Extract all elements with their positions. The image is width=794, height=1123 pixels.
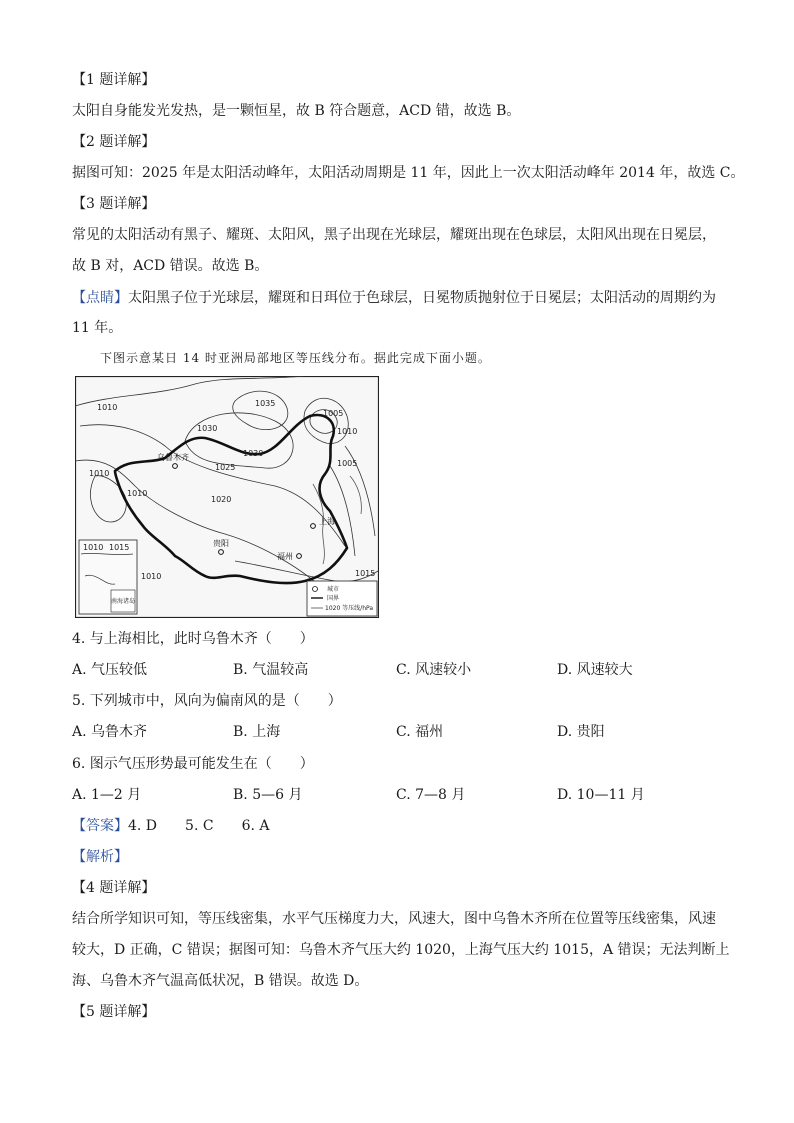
question-6-stem: 6. 图示气压形势最可能发生在（ ）: [72, 756, 314, 772]
q4-explanation-line1: 结合所学知识可知，等压线密集，水平气压梯度力大，风速大，图中乌鲁木齐所在位置等压线密集，风速: [72, 911, 716, 927]
q3-explanation-line2: 故 B 对，ACD 错误。故选 B。: [72, 258, 269, 274]
isobar-label: 1010: [141, 572, 162, 581]
inset-label: 南海诸岛: [110, 598, 136, 605]
dianjing-line1: [72, 288, 732, 308]
q1-explanation: 太阳自身能发光发热，是一颗恒星，故 B 符合题意，ACD 错，故选 B。: [72, 103, 521, 119]
isobar-label: 1005: [337, 459, 358, 468]
q4-heading: 【4 题详解】: [72, 880, 156, 896]
legend-city-label: 城市: [327, 586, 340, 593]
answer-value-6: 6. A: [241, 818, 270, 834]
isobar-label: 1015: [355, 569, 376, 578]
q3-explanation-line1: 常见的太阳活动有黑子、耀斑、太阳风，黑子出现在光球层，耀斑出现在色球层，太阳风出现在日冕层，: [72, 227, 716, 243]
q2-explanation: 据图可知：2025 年是太阳活动峰年，太阳活动周期是 11 年，因此上一次太阳活动峰年 2014 年，故选 C。: [72, 165, 745, 181]
isobar-label: 1010: [337, 427, 358, 436]
answer-line: [72, 816, 732, 836]
question-5-option-a: A. 乌鲁木齐: [72, 724, 148, 740]
answer-tag: 【答案】: [72, 818, 128, 834]
isobar-label: 1015: [109, 543, 130, 552]
question-4-stem: 4. 与上海相比，此时乌鲁木齐（ ）: [72, 631, 314, 647]
analysis-tag: 【解析】: [72, 849, 128, 865]
question-6-option-d: D. 10—11 月: [557, 787, 645, 803]
city-label-urumqi: 乌鲁木齐: [157, 453, 189, 462]
isobar-map: [75, 376, 379, 618]
city-label-shanghai: 上海: [319, 517, 335, 526]
q3-heading: 【3 题详解】: [72, 196, 156, 212]
isobar-label: 1020: [211, 495, 232, 504]
isobar-label: 1010: [127, 489, 148, 498]
isobar-label: 1025: [215, 463, 236, 472]
question-5-option-d: D. 贵阳: [557, 724, 605, 740]
isobar-label: 1030: [197, 424, 218, 433]
q4-explanation-line3: 海、乌鲁木齐气温高低状况，B 错误。故选 D。: [72, 973, 369, 989]
question-5-stem: 5. 下列城市中，风向为偏南风的是（ ）: [72, 693, 342, 709]
q1-heading: 【1 题详解】: [72, 72, 156, 88]
dianjing-tag: 【点睛】: [72, 290, 128, 306]
question-4-option-a: A. 气压较低: [72, 662, 148, 678]
city-label-fuzhou: 福州: [277, 552, 293, 561]
map-caption: 下图示意某日 14 时亚洲局部地区等压线分布。据此完成下面小题。: [100, 351, 491, 365]
question-4-option-c: C. 风速较小: [396, 662, 472, 678]
legend-border-label: 国界: [327, 595, 340, 602]
dianjing-text: 太阳黑子位于光球层，耀斑和日珥位于色球层，日冕物质抛射位于日冕层；太阳活动的周期约为: [128, 290, 716, 306]
isobar-label: 1035: [255, 399, 276, 408]
answer-value-5: 5. C: [185, 818, 214, 834]
legend-isobar-label: 1020 等压线/hPa: [325, 605, 374, 612]
isobar-label: 1010: [83, 543, 104, 552]
question-4-option-b: B. 气温较高: [233, 662, 309, 678]
isobar-label: 1010: [89, 469, 110, 478]
dianjing-line2: 11 年。: [72, 320, 123, 336]
isobar-label: 1005: [323, 409, 344, 418]
question-6-option-a: A. 1—2 月: [72, 787, 142, 803]
question-6-option-b: B. 5—6 月: [233, 787, 303, 803]
answer-value-4: 4. D: [128, 818, 158, 834]
question-4-option-d: D. 风速较大: [557, 662, 633, 678]
q4-explanation-line2: 较大，D 正确，C 错误；据图可知：乌鲁木齐气压大约 1020，上海气压大约 1015，A 错误；无法判断上: [72, 942, 730, 958]
question-5-option-b: B. 上海: [233, 724, 281, 740]
question-6-option-c: C. 7—8 月: [396, 787, 466, 803]
city-label-guiyang: 贵阳: [213, 539, 229, 548]
isobar-label: 1010: [97, 403, 118, 412]
q5-heading: 【5 题详解】: [72, 1004, 156, 1020]
q2-heading: 【2 题详解】: [72, 134, 156, 150]
question-5-option-c: C. 福州: [396, 724, 444, 740]
isobar-label: 1030: [243, 449, 264, 458]
